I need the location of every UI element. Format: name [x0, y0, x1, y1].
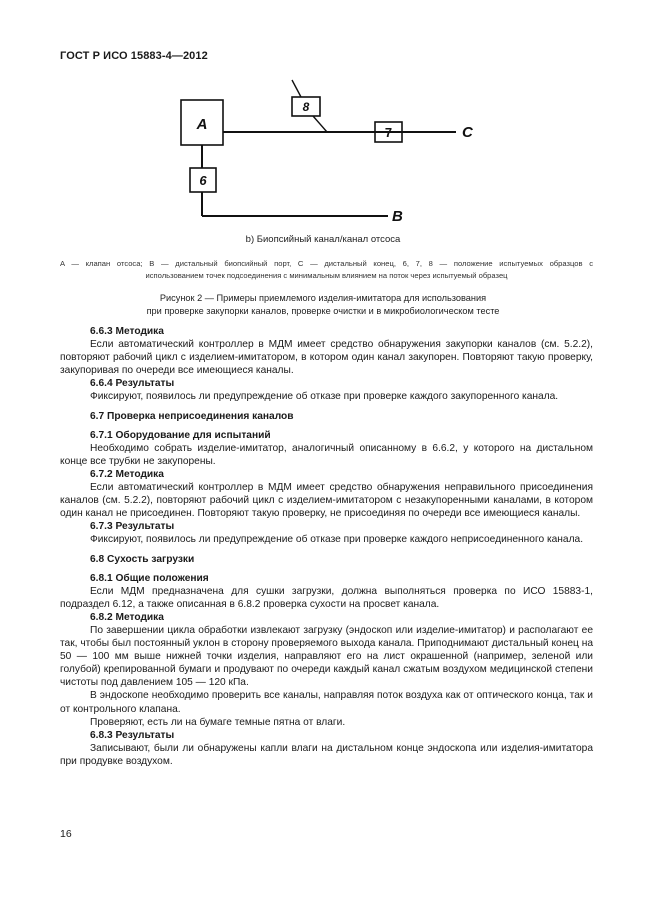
heading-6-8-2: 6.8.2 Методика — [90, 611, 164, 623]
heading-6-7-2: 6.7.2 Методика — [90, 468, 164, 480]
paragraph-6-8-2-c: Проверяют, есть ли на бумаге темные пятна от влаги. — [90, 716, 346, 728]
heading-6-7-1: 6.7.1 Оборудование для испытаний — [90, 429, 271, 441]
heading-6-7-3: 6.7.3 Результаты — [90, 521, 175, 533]
label-6: 6 — [199, 173, 207, 188]
channel-diagram — [0, 0, 646, 250]
leader-8-top — [292, 80, 301, 97]
paragraph-6-8-1: Если МДМ предназначена для сушки загрузки, должна выполняться проверка по ИСО 15883-1, подраздел 6.12, а также описанная в 6.8.2 проверка сухости на просвет канала. — [60, 585, 593, 610]
figure-caption — [0, 292, 646, 318]
legend-line-2: использованием точек подсоединения с минимальным влиянием на поток через испытуемый образец — [145, 271, 508, 280]
heading-6-8-1: 6.8.1 Общие положения — [90, 572, 209, 584]
document-body — [60, 325, 593, 768]
paragraph-6-7-3: Фиксируют, появилось ли предупреждение об отказе при проверке каждого неприсоединенного канала. — [90, 534, 584, 546]
paragraph-6-8-2-b: В эндоскопе необходимо проверить все каналы, направляя поток воздуха как от оптического конца, так и от контрольного клапана. — [60, 690, 593, 715]
paragraph-6-8-3: Записывают, были ли обнаружены капли влаги на дистальном конце эндоскопа или изделия-имитатора при продувке воздухом. — [60, 742, 593, 767]
heading-6-8: 6.8 Сухость загрузки — [90, 553, 195, 565]
paragraph-6-6-3: Если автоматический контроллер в МДМ имеет средство обнаружения закупорки каналов (см. 5.2.2), повторяют рабочий цикл с изделием-имитатором, в котором один канал закупорен. Повторяют такую проверку, закупоривая по очереди все имеющиеся каналы. — [60, 339, 593, 377]
document-header: ГОСТ Р ИСО 15883-4—2012 — [60, 50, 208, 62]
page-number: 16 — [60, 828, 72, 840]
paragraph-6-8-2-a: По завершении цикла обработки извлекают загрузку (эндоскоп или изделие-имитатор) и располагают ее так, чтобы был постоянный уклон в сторону проверяемого выхода канала. Приподнимают дистальный конец на 50 — 100 мм выше нижней точки изделия, направляют его на лист окрашенной (например, зеленой или голубой) крепированной бумаги и продувают по очереди каждый канал сжатым воздухом медицинской степени чистоты под давлением 105 — 120 кПа. — [60, 624, 593, 689]
heading-6-6-3: 6.6.3 Методика — [90, 326, 164, 337]
heading-6-7: 6.7 Проверка неприсоединения каналов — [90, 410, 294, 422]
label-c: C — [462, 124, 473, 141]
label-b: B — [392, 208, 403, 225]
figure-legend — [60, 258, 593, 282]
label-a: A — [196, 116, 208, 133]
paragraph-6-7-1: Необходимо собрать изделие-имитатор, аналогичный описанному в 6.6.2, у которого на дистальном конце все трубки не закупорены. — [60, 442, 593, 467]
legend-line-1: A — клапан отсоса; B — дистальный биопсийный порт, C — дистальный конец, 6, 7, 8 — положение испытуемых образцов с — [60, 259, 593, 268]
label-7: 7 — [384, 125, 393, 140]
figure-caption-line-1: Рисунок 2 — Примеры приемлемого изделия-имитатора для использования — [159, 293, 487, 303]
paragraph-6-6-4: Фиксируют, появилось ли предупреждение об отказе при проверке каждого закупоренного канала. — [90, 391, 559, 403]
diagram-subcaption: b) Биопсийный канал/канал отсоса — [245, 234, 401, 245]
paragraph-6-7-2: Если автоматический контроллер в МДМ имеет средство обнаружения неправильного присоединения каналов (см. 5.2.2), повторяют рабочий цикл с изделием-имитатором с незакупоренными каналами, в котором один канал не присоединен. Повторяют такую проверку, не присоединяя по очереди все имеющиеся каналы. — [60, 482, 593, 520]
heading-6-6-4: 6.6.4 Результаты — [90, 378, 175, 390]
leader-8-bottom — [313, 116, 327, 132]
figure-caption-line-2: при проверке закупорки каналов, проверке очистки и в микробиологическом тесте — [146, 306, 500, 316]
label-8: 8 — [302, 100, 310, 114]
heading-6-8-3: 6.8.3 Результаты — [90, 729, 175, 741]
